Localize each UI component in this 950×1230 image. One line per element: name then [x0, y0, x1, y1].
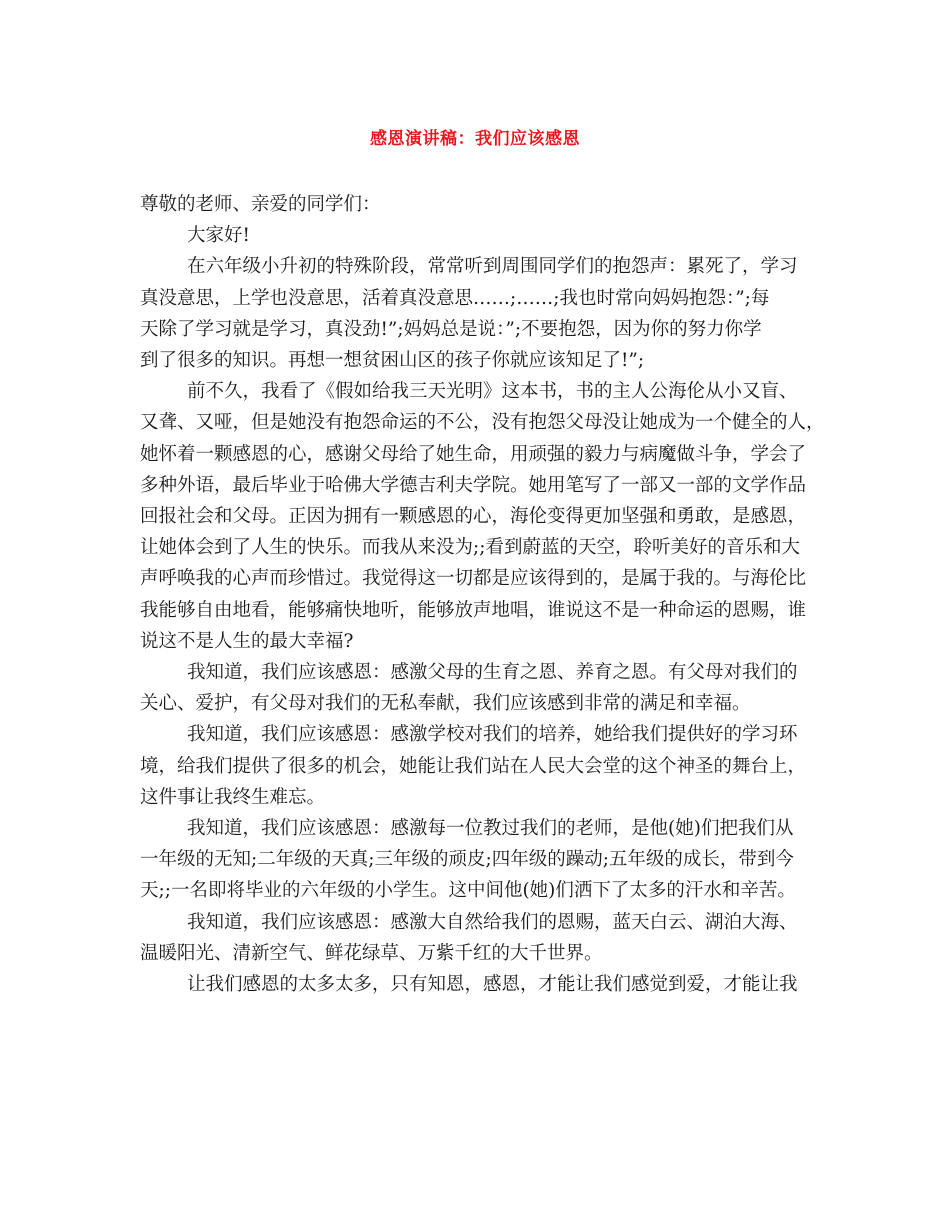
greeting: 大家好! — [187, 225, 250, 247]
paragraph-4 — [140, 719, 818, 813]
paragraph-line: 回报社会和父母。正因为拥有一颗感恩的心，海伦变得更加坚强和勇敢，是感恩， — [140, 506, 807, 528]
paragraph-5 — [140, 813, 818, 907]
paragraph-line: 又聋、又哑，但是她没有抱怨命运的不公，没有抱怨父母没让她成为一个健全的人， — [140, 412, 825, 434]
paragraph-1 — [140, 251, 818, 376]
paragraph-line: 多种外语，最后毕业于哈佛大学德吉利夫学院。她用笔写了一部又一部的文学作品 — [140, 474, 807, 496]
document-body — [140, 189, 825, 1000]
paragraph-line: 让她体会到了人生的快乐。而我从来没为;;看到蔚蓝的天空，聆听美好的音乐和大 — [140, 537, 800, 559]
paragraph-line: 天除了学习就是学习，真没劲!”;妈妈总是说：”;不要抱怨，因为你的努力你学 — [140, 318, 762, 340]
paragraph-line: 我知道，我们应该感恩：感激学校对我们的培养，她给我们提供好的学习环 — [187, 724, 798, 746]
paragraph-line: 这件事让我终生难忘。 — [140, 786, 326, 808]
paragraph-2 — [140, 376, 825, 657]
paragraph-line: 真没意思，上学也没意思，活着真没意思……;……;我也时常向妈妈抱怨：”;每 — [140, 287, 770, 309]
paragraph-line: 一年级的无知;二年级的天真;三年级的顽皮;四年级的躁动;五年级的成长，带到今 — [140, 849, 794, 871]
paragraph-line: 温暖阳光、清新空气、鲜花绿草、万紫千红的大千世界。 — [140, 942, 603, 964]
paragraph-line: 说这不是人生的最大幸福? — [140, 630, 354, 652]
salutation: 尊敬的老师、亲爱的同学们： — [140, 194, 381, 215]
paragraph-line: 天;;一名即将毕业的六年级的小学生。这中间他(她)们洒下了太多的汗水和辛苦。 — [140, 880, 796, 902]
paragraph-line: 关心、爱护，有父母对我们的无私奉献，我们应该感到非常的满足和幸福。 — [140, 693, 751, 715]
paragraph-line: 她怀着一颗感恩的心，感谢父母给了她生命，用顽强的毅力与病魔做斗争，学会了 — [140, 443, 807, 465]
paragraph-6 — [140, 907, 818, 969]
paragraph-line: 境，给我们提供了很多的机会，她能让我们站在人民大会堂的这个神圣的舞台上， — [140, 755, 807, 777]
paragraph-line: 前不久，我看了《假如给我三天光明》这本书，书的主人公海伦从小又盲、 — [187, 381, 798, 403]
paragraph-line: 我能够自由地看，能够痛快地听，能够放声地唱，谁说这不是一种命运的恩赐，谁 — [140, 599, 807, 621]
paragraph-line: 声呼唤我的心声而珍惜过。我觉得这一切都是应该得到的，是属于我的。与海伦比 — [140, 568, 807, 590]
paragraph-line: 到了很多的知识。再想一想贫困山区的孩子你就应该知足了!”; — [140, 350, 645, 372]
paragraph-line: 我知道，我们应该感恩：感激父母的生育之恩、养育之恩。有父母对我们的 — [187, 662, 798, 684]
paragraph-line: 我知道，我们应该感恩：感激大自然给我们的恩赐，蓝天白云、湖泊大海、 — [187, 911, 798, 933]
paragraph-line: 让我们感恩的太多太多，只有知恩，感恩，才能让我们感觉到爱，才能让我 — [187, 974, 798, 996]
paragraph-7 — [140, 969, 818, 1000]
paragraph-line: 在六年级小升初的特殊阶段，常常听到周围同学们的抱怨声：累死了，学习 — [187, 256, 798, 278]
document-title: 感恩演讲稿：我们应该感恩 — [370, 129, 580, 149]
paragraph-3 — [140, 657, 818, 719]
paragraph-line: 我知道，我们应该感恩：感激每一位教过我们的老师，是他(她)们把我们从 — [187, 818, 794, 840]
